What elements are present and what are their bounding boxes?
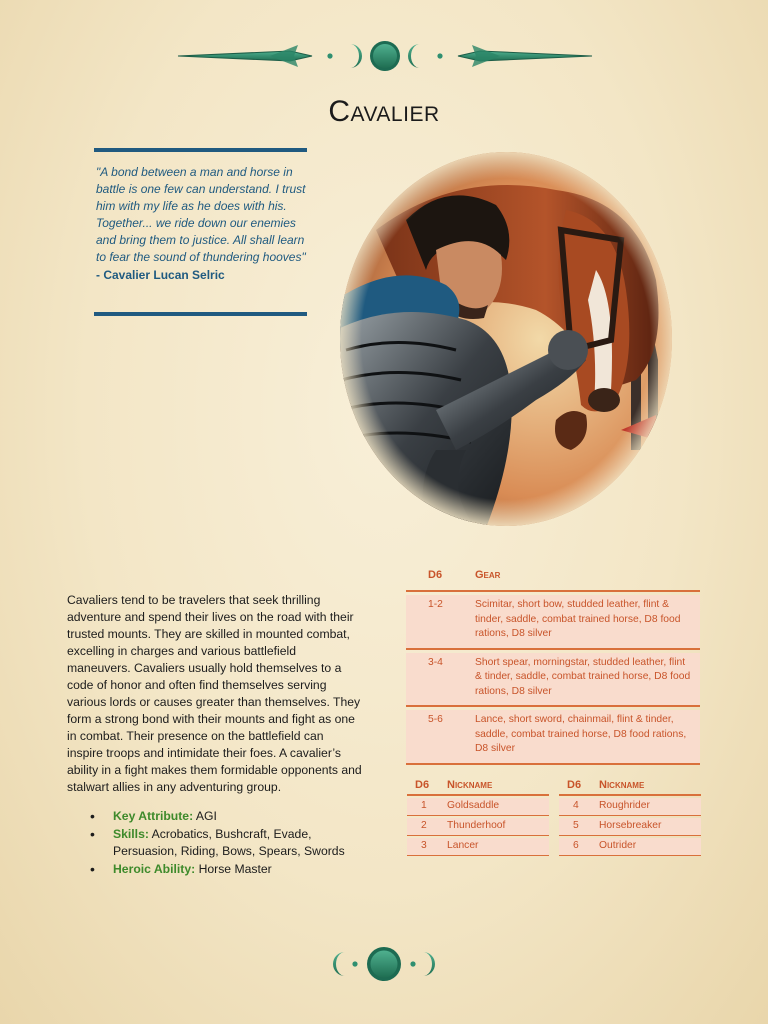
roll-cell: 4 [573, 800, 579, 811]
table-row [406, 710, 700, 765]
gear-cell: Short spear, morningstar, studded leather, flint & tinder, saddle, combat trained horse, D8 food rations, D8 silver [475, 656, 691, 697]
table-row [407, 798, 549, 816]
quote-author: - Cavalier Lucan Selric [96, 268, 225, 282]
roll-cell: 3-4 [428, 656, 443, 668]
bullet-icon: • [90, 825, 95, 842]
attribute-value: Acrobatics, Bushcraft, Evade, Persuasion, Riding, Bows, Spears, Swords [113, 826, 345, 858]
gear-cell: Scimitar, short bow, studded leather, flint & tinder, saddle, combat trained horse, D8 food rations, D8 silver [475, 599, 681, 639]
roll-cell: 1 [421, 800, 427, 811]
nickname-table-1 [407, 778, 549, 856]
table-row [559, 838, 701, 856]
cavalier-portrait-image [336, 150, 676, 528]
roll-cell: 2 [421, 820, 427, 831]
table-row [407, 838, 549, 856]
attribute-list [90, 808, 360, 878]
roll-cell: 1-2 [428, 599, 443, 610]
page-title: Cavalier [328, 95, 440, 128]
column-header-gear: Gear [475, 569, 501, 581]
nickname-cell: Roughrider [599, 800, 650, 811]
table-row [406, 595, 700, 650]
roll-cell: 6 [573, 840, 579, 851]
attribute-value: AGI [195, 809, 217, 823]
roll-cell: 3 [421, 840, 427, 851]
column-header-nickname: Nickname [599, 779, 645, 791]
nickname-cell: Lancer [447, 840, 479, 851]
roll-cell: 5 [573, 820, 579, 831]
nickname-cell: Horsebreaker [599, 820, 662, 831]
roll-cell: 5-6 [428, 714, 443, 725]
bullet-icon: • [90, 808, 95, 824]
moon-ornament-top [170, 35, 600, 79]
gear-table [406, 566, 700, 765]
column-header-d6: D6 [415, 779, 430, 791]
class-description: Cavaliers tend to be travelers that seek thrilling adventure and spend their lives on the road with their trusted mounts. They are skilled in mounted combat, excelling in charges and various battlefield maneuvers. Cavaliers usually hold themselves to a code of honor and often find themselves serving various lords or causes greater than themselves. They form a strong bond with their mounts and fight as one in combat. Their presence on the battlefield can inspire troops and intimidate their foes. A cavalier’s ability in a fight makes them formidable opponents and stalwart allies in any adventuring group. [67, 593, 362, 794]
nickname-cell: Outrider [599, 840, 637, 851]
table-header [407, 778, 549, 796]
attribute-key: Skills: [113, 826, 149, 841]
table-row [559, 798, 701, 816]
quote-box [94, 148, 307, 282]
gear-cell: Lance, short sword, chainmail, flint & tinder, saddle, combat trained horse, D8 food rations, D8 silver [475, 714, 687, 754]
column-header-d6: D6 [428, 569, 443, 581]
table-row [559, 818, 701, 836]
moon-ornament-bottom [325, 940, 443, 988]
nickname-cell: Thunderhoof [447, 820, 506, 831]
attribute-value: Horse Master [198, 861, 272, 876]
table-header [559, 778, 701, 796]
table-row [407, 818, 549, 836]
quote-rule-bottom [94, 312, 307, 316]
quote-rule-top [94, 148, 307, 152]
attribute-key: Key Attribute: [113, 809, 194, 823]
table-header [406, 566, 700, 592]
table-row [406, 653, 700, 708]
column-header-nickname: Nickname [447, 779, 493, 791]
bullet-icon: • [90, 860, 95, 877]
quote-text: "A bond between a man and horse in battle is one few can understand. I trust him with my life as he does with his. Together... we ride down our enemies and bring them to justice. All shall learn to fear the sound of thundering hooves" [96, 165, 306, 264]
list-item [90, 808, 360, 826]
column-header-d6: D6 [567, 779, 582, 791]
nickname-cell: Goldsaddle [447, 800, 500, 811]
nickname-table-2 [559, 778, 701, 856]
attribute-key: Heroic Ability: [113, 861, 196, 876]
list-item [90, 861, 360, 879]
list-item [90, 826, 360, 861]
